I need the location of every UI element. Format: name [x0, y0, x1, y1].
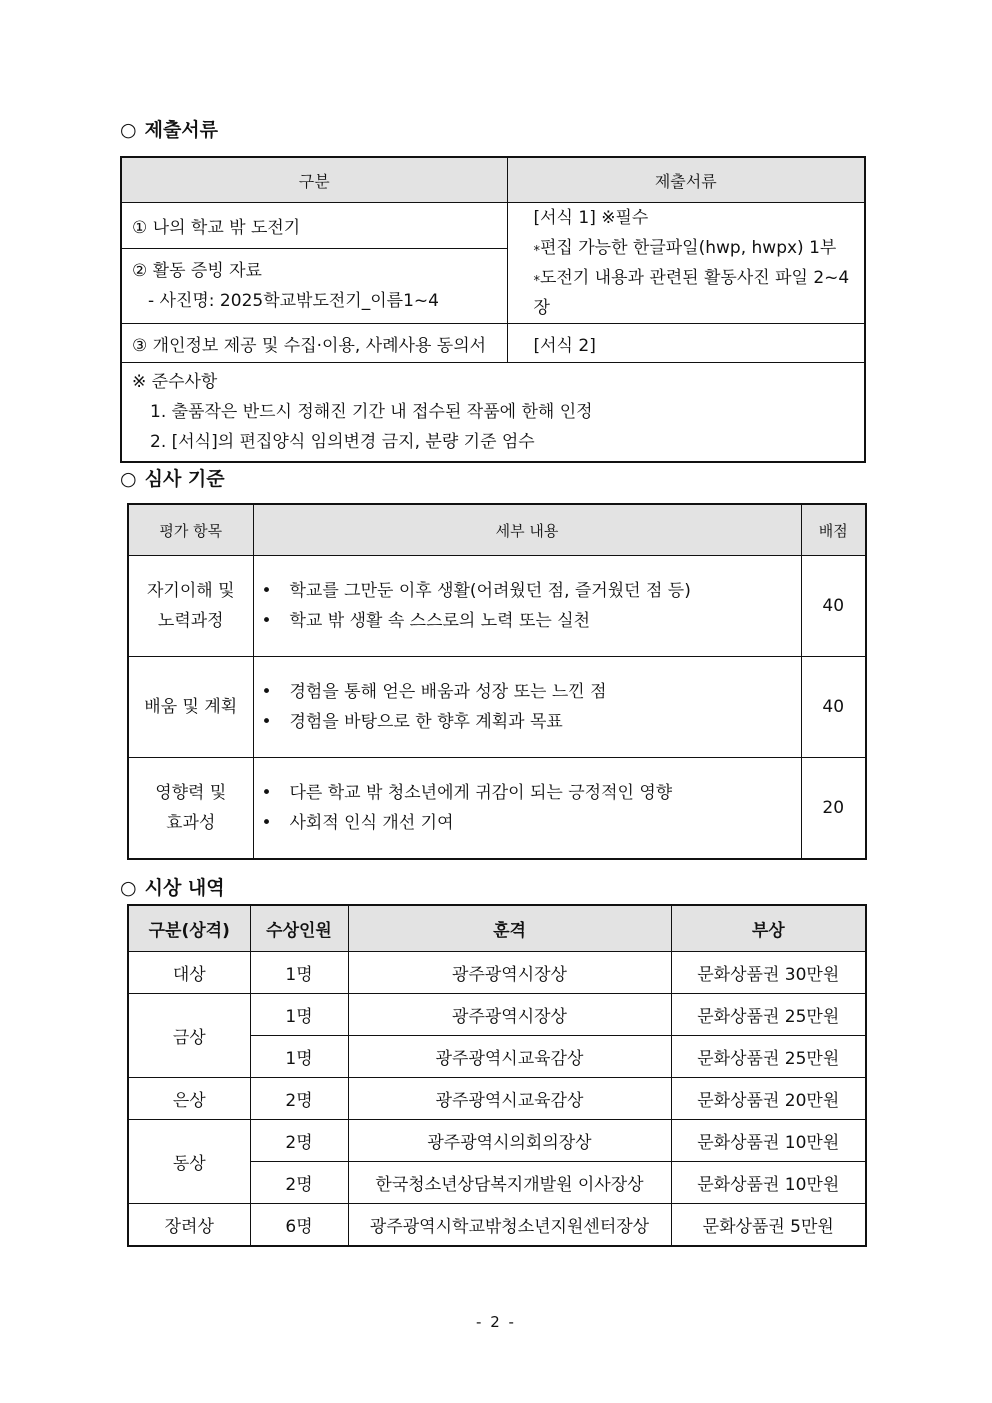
award-prize: 문화상품권 5만원: [671, 1204, 866, 1247]
award-honor: 광주광역시교육감상: [348, 1078, 671, 1120]
award-prize: 문화상품권 25만원: [671, 1036, 866, 1078]
table-header-row: [128, 504, 866, 556]
list-item: • 다른 학교 밖 청소년에게 귀감이 되는 긍정적인 영향: [262, 778, 801, 808]
award-grade: 금상: [128, 994, 250, 1078]
table-row: [128, 1078, 866, 1120]
compliance-note: ※ 준수사항 1. 출품작은 반드시 정해진 기간 내 접수된 작품에 한해 인정 2. [서식]의 편집양식 임의변경 금지, 분량 기준 엄수: [121, 363, 865, 463]
award-count: 1명: [250, 994, 348, 1036]
award-prize: 문화상품권 25만원: [671, 994, 866, 1036]
award-prize: 문화상품권 30만원: [671, 952, 866, 994]
award-honor: 광주광역시장상: [348, 994, 671, 1036]
award-honor: 광주광역시의회의장상: [348, 1120, 671, 1162]
header-grade: 구분(상격): [128, 905, 250, 952]
section-title-criteria: ○ 심사 기준: [120, 468, 225, 490]
header-documents: 제출서류: [507, 157, 865, 203]
table-row: [128, 657, 866, 758]
circle-bullet-icon: ○: [120, 877, 137, 899]
section-title-awards: ○ 시상 내역: [120, 877, 225, 899]
award-prize: 문화상품권 10만원: [671, 1120, 866, 1162]
award-grade: 대상: [128, 952, 250, 994]
award-count: 1명: [250, 1036, 348, 1078]
table-row: [121, 203, 865, 249]
list-item: • 경험을 바탕으로 한 향후 계획과 목표: [262, 707, 801, 737]
table-header-row: [128, 905, 866, 952]
award-prize: 문화상품권 10만원: [671, 1162, 866, 1204]
award-count: 2명: [250, 1120, 348, 1162]
required-docs-cell: [서식 1] ※필수 *편집 가능한 한글파일(hwp, hwpx) 1부 *도전기 내용과 관련된 활동사진 파일 2~4장: [507, 203, 865, 324]
list-item: • 학교 밖 생활 속 스스로의 노력 또는 실천: [262, 606, 801, 636]
table-header-row: [121, 157, 865, 203]
header-count: 수상인원: [250, 905, 348, 952]
award-grade: 은상: [128, 1078, 250, 1120]
criteria-table: [127, 503, 867, 860]
list-item: • 사회적 인식 개선 기여: [262, 808, 801, 838]
criteria-detail: [253, 556, 801, 657]
award-count: 6명: [250, 1204, 348, 1247]
header-score: 배점: [801, 504, 866, 556]
criteria-detail: [253, 657, 801, 758]
award-count: 2명: [250, 1078, 348, 1120]
circle-bullet-icon: ○: [120, 119, 137, 141]
criteria-score: 40: [801, 556, 866, 657]
award-count: 2명: [250, 1162, 348, 1204]
criteria-score: 40: [801, 657, 866, 758]
award-grade: 동상: [128, 1120, 250, 1204]
circle-bullet-icon: ○: [120, 468, 137, 490]
list-item: • 학교를 그만둔 이후 생활(어려웠던 점, 즐거웠던 점 등): [262, 576, 801, 606]
doc-item-3-form: [서식 2]: [507, 324, 865, 363]
criteria-score: 20: [801, 758, 866, 860]
award-honor: 한국청소년상담복지개발원 이사장상: [348, 1162, 671, 1204]
list-item: • 경험을 통해 얻은 배움과 성장 또는 느낀 점: [262, 677, 801, 707]
table-row: [121, 324, 865, 363]
doc-item-2: ② 활동 증빙 자료 - 사진명: 2025학교밖도전기_이름1~4: [121, 249, 507, 324]
header-eval-item: 평가 항목: [128, 504, 253, 556]
award-honor: 광주광역시교육감상: [348, 1036, 671, 1078]
doc-item-3: ③ 개인정보 제공 및 수집·이용, 사례사용 동의서: [121, 324, 507, 363]
criteria-category: 배움 및 계획: [128, 657, 253, 758]
award-honor: 광주광역시장상: [348, 952, 671, 994]
table-row: [121, 363, 865, 463]
section-title-docs: ○ 제출서류: [120, 119, 219, 141]
table-row: [128, 994, 866, 1036]
awards-table: [127, 904, 867, 1247]
table-row: [128, 758, 866, 860]
table-row: [128, 1120, 866, 1162]
header-detail: 세부 내용: [253, 504, 801, 556]
award-count: 1명: [250, 952, 348, 994]
table-row: [128, 1204, 866, 1247]
page-number: - 2 -: [476, 1313, 516, 1331]
submission-docs-table: [120, 156, 866, 463]
criteria-category: 영향력 및 효과성: [128, 758, 253, 860]
header-category: 구분: [121, 157, 507, 203]
criteria-category: 자기이해 및 노력과정: [128, 556, 253, 657]
asterisk-icon: *: [533, 244, 540, 259]
doc-item-1: ① 나의 학교 밖 도전기: [121, 203, 507, 249]
award-grade: 장려상: [128, 1204, 250, 1247]
header-prize: 부상: [671, 905, 866, 952]
table-row: [128, 556, 866, 657]
table-row: [128, 952, 866, 994]
award-honor: 광주광역시학교밖청소년지원센터장상: [348, 1204, 671, 1247]
header-honor: 훈격: [348, 905, 671, 952]
asterisk-icon: *: [533, 274, 540, 289]
criteria-detail: [253, 758, 801, 860]
award-prize: 문화상품권 20만원: [671, 1078, 866, 1120]
